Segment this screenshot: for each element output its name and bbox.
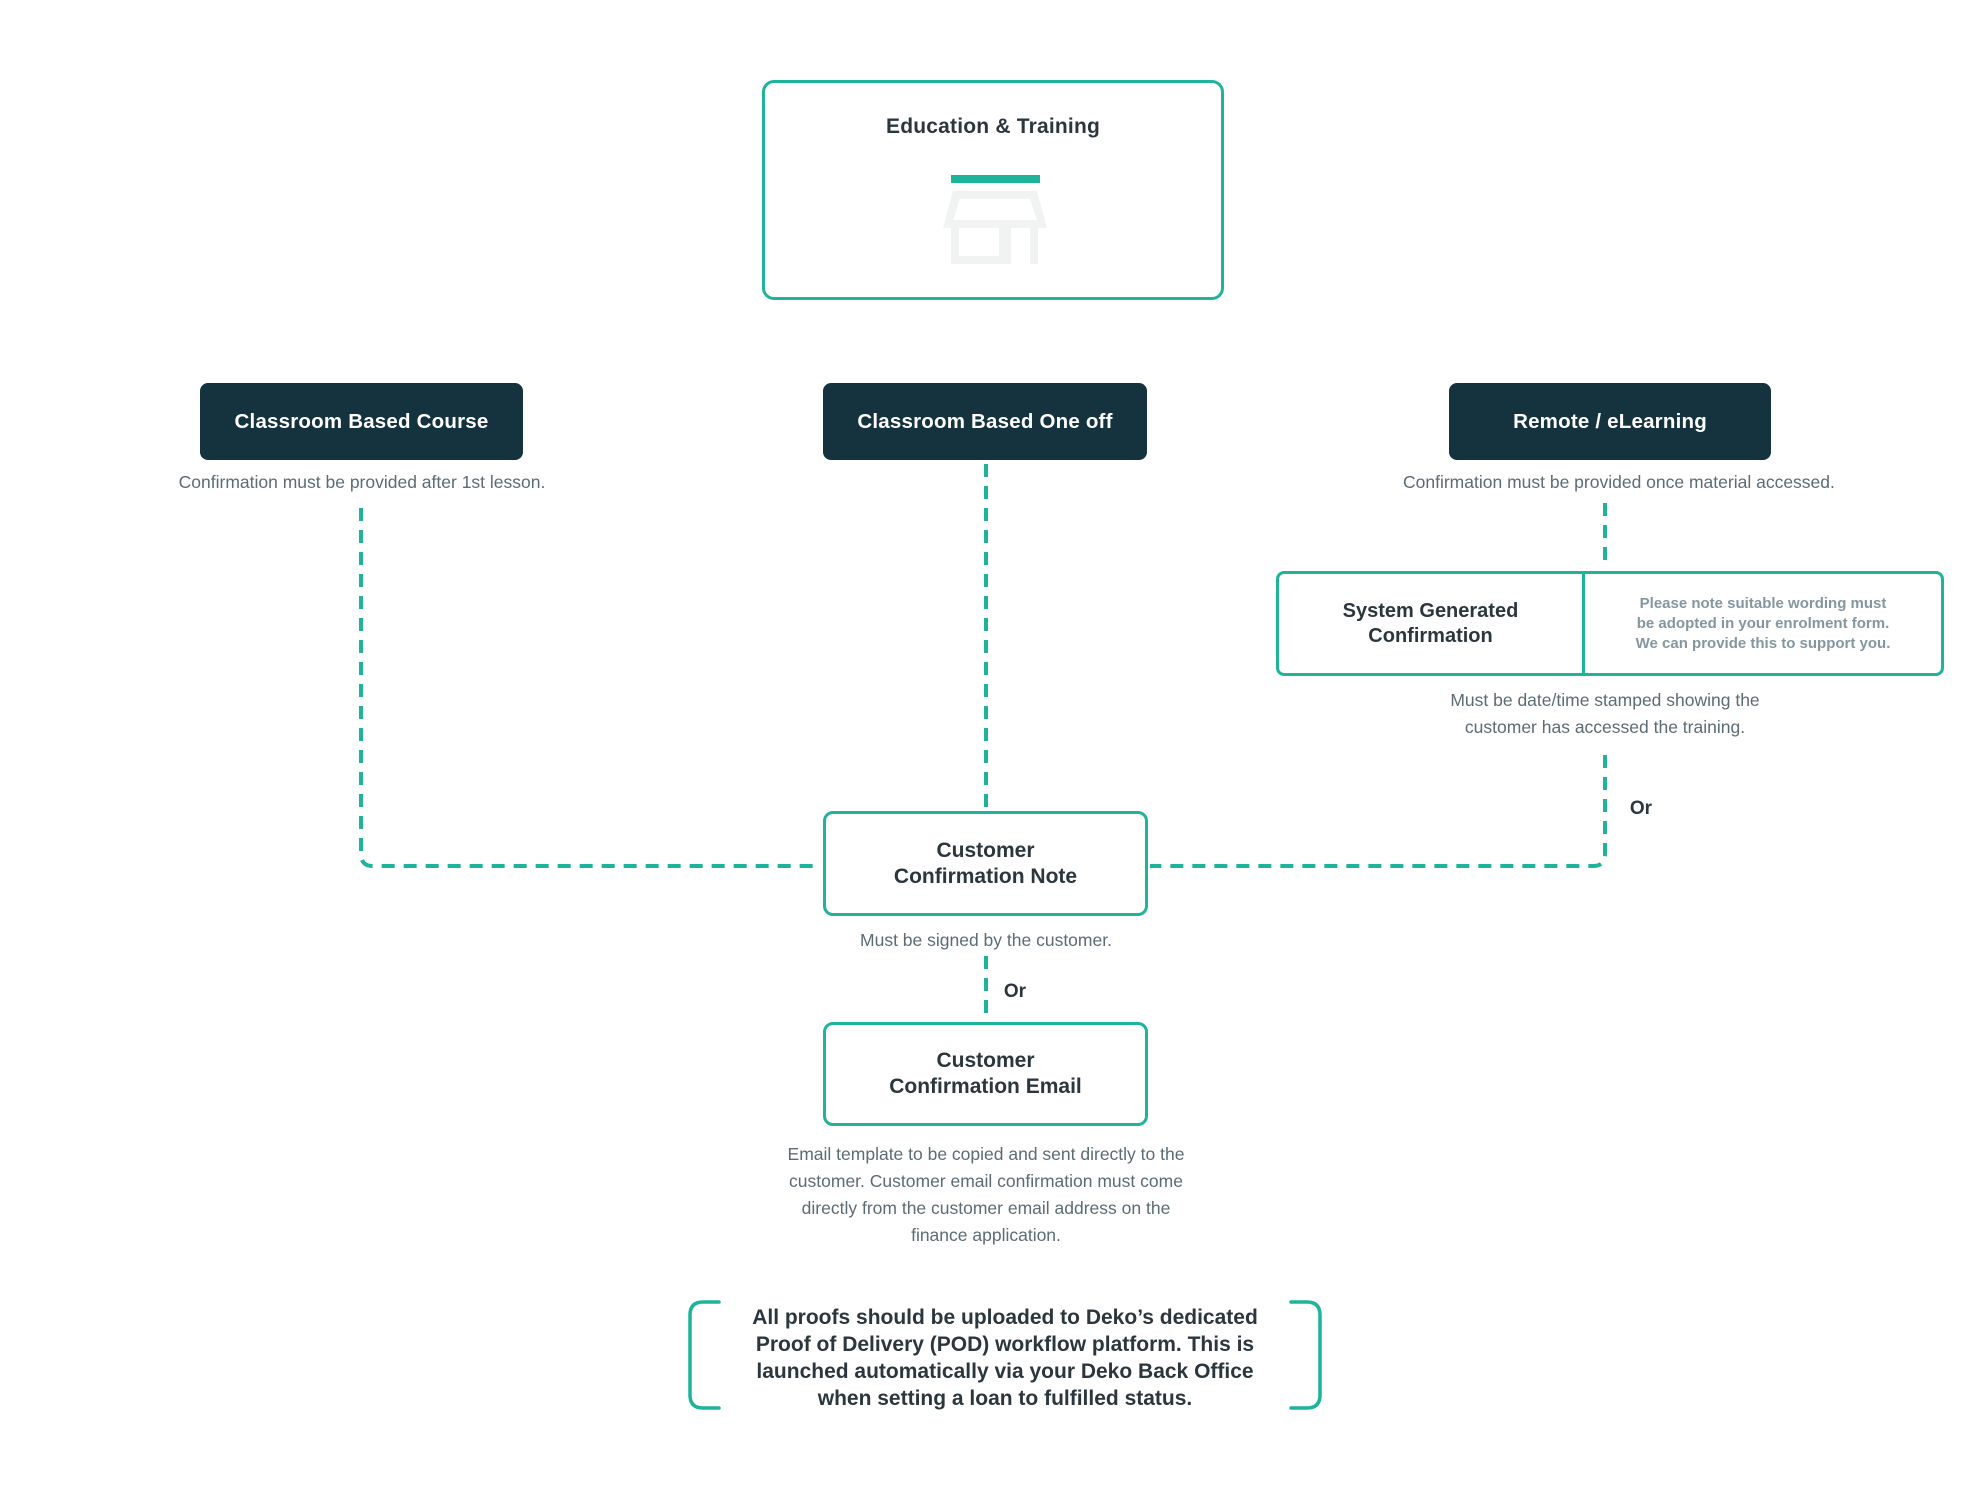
or-label-right: Or <box>1629 798 1653 819</box>
footer-bracket-left <box>690 1302 719 1408</box>
education-training-box <box>762 80 1224 300</box>
customer-confirmation-email-caption: Email template to be copied and sent directly to the customer. Customer email confirmation must come directly from the customer email address on the finance application. <box>787 1144 1185 1245</box>
classroom-course-caption: Confirmation must be provided after 1st lesson. <box>178 472 546 492</box>
system-generated-confirmation-title: System Generated Confirmation <box>1279 574 1585 673</box>
classroom-based-one-off-label: Classroom Based One off <box>857 409 1113 433</box>
customer-confirmation-note-title-line1: Customer <box>936 838 1035 862</box>
education-training-title: Education & Training <box>885 115 1100 138</box>
customer-confirmation-email-box <box>823 1022 1148 1126</box>
system-generated-confirmation-box <box>1276 571 1944 676</box>
connector-course-to-note <box>361 508 821 866</box>
footer-bracket-right <box>1291 1302 1320 1408</box>
system-generated-caption: Must be date/time stamped showing the customer has accessed the training. <box>1450 690 1760 737</box>
remote-elearning-box <box>1449 383 1771 460</box>
customer-confirmation-note-title-line2: Confirmation Note <box>893 864 1078 888</box>
classroom-based-one-off-box <box>823 383 1147 460</box>
pod-upload-statement: All proofs should be uploaded to Deko’s dedicated Proof of Delivery (POD) workflow platform. This is launched automatically via your Deko Back Office when setting a loan to fulfilled status. <box>752 1306 1258 1410</box>
customer-confirmation-email-title-line2: Confirmation Email <box>889 1075 1082 1098</box>
connector-system-to-note <box>1150 755 1605 866</box>
storefront-icon <box>943 175 1047 265</box>
customer-confirmation-email-title-line1: Customer <box>936 1049 1035 1072</box>
or-label-center: Or <box>1003 981 1027 1002</box>
customer-confirmation-note-box <box>823 811 1148 916</box>
classroom-based-course-box <box>200 383 523 460</box>
classroom-based-course-label: Classroom Based Course <box>234 409 489 433</box>
remote-elearning-label: Remote / eLearning <box>1513 409 1707 433</box>
system-generated-note: Please note suitable wording must be adopted in your enrolment form. We can provide this to support you. <box>1635 594 1891 652</box>
remote-elearning-caption: Confirmation must be provided once material accessed. <box>1403 472 1835 492</box>
customer-confirmation-note-caption: Must be signed by the customer. <box>860 930 1112 950</box>
